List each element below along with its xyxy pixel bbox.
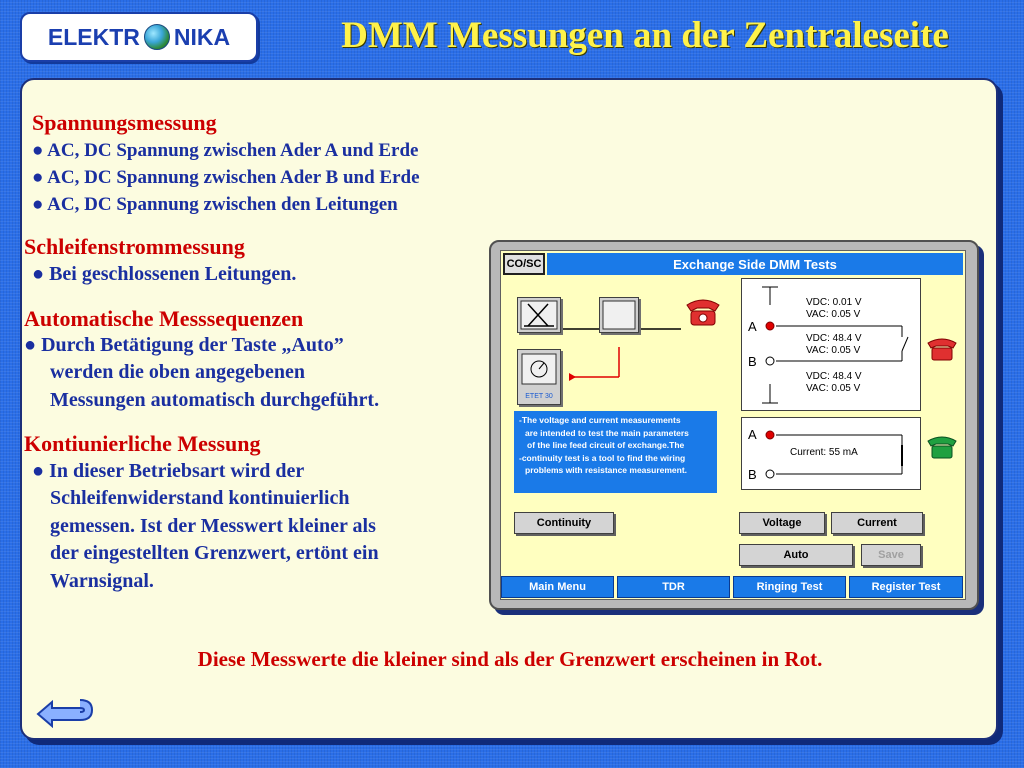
auto-button[interactable]: Auto [739,544,853,566]
nav-ringing-test[interactable]: Ringing Test [733,576,846,598]
continuous-line-4: der eingestellten Grenzwert, ertönt ein [50,542,379,564]
info-line-2: are intended to test the main parameters [525,427,689,438]
save-button[interactable]: Save [861,544,921,566]
info-line-1: -The voltage and current measurements [519,415,681,425]
continuous-line-5: Warnsignal. [50,570,154,592]
voltage-item-2: ● AC, DC Spannung zwischen Ader B und Erde [32,167,420,188]
loop-heading: Schleifenstrommessung [24,234,245,259]
line-a-label: A [748,319,757,334]
vac-ag-value: VAC: 0.05 V [806,309,861,320]
dmm-device-screen [489,240,979,610]
red-phone-icon-side [925,335,959,363]
green-phone-icon [925,433,959,461]
device-screen-title: Exchange Side DMM Tests [547,253,963,275]
line-b-label: B [748,354,757,369]
voltage-item-3: ● AC, DC Spannung zwischen den Leitungen [32,194,398,215]
info-line-4: -continuity test is a tool to find the wiring [519,452,686,463]
vac-bg-value: VAC: 0.05 V [806,383,861,394]
auto-line-1: ● Durch Betätigung der Taste „Auto” [24,334,344,356]
line-a-label-current: A [748,427,757,442]
nav-tdr[interactable]: TDR [617,576,730,598]
line-box [599,297,639,333]
vdc-ag-value: VDC: 0.01 V [806,297,862,308]
voltage-item-1: ● AC, DC Spannung zwischen Ader A und Erde [32,140,419,161]
info-line-3: of the line feed circuit of exchange.The [527,440,685,450]
continuous-line-3: gemessen. Ist der Messwert kleiner als [50,515,376,537]
nav-main-menu[interactable]: Main Menu [501,576,614,598]
vdc-bg-value: VDC: 48.4 V [806,371,862,382]
elektronika-logo [20,12,258,62]
line-b-label-current: B [748,467,757,482]
auto-heading: Automatische Messsequenzen [24,306,304,331]
continuous-line-2: Schleifenwiderstand kontinuierlich [50,487,350,509]
etet-label: ETET 30 [525,393,553,400]
loop-item-1: ● Bei geschlossenen Leitungen. [32,263,297,285]
current-button[interactable]: Current [831,512,923,534]
current-measurement-box [741,417,921,490]
continuous-heading: Kontiunierliche Messung [24,431,261,456]
info-box [514,411,717,493]
current-value: Current: 55 mA [790,447,858,458]
etet-meter-box [517,349,561,405]
vac-ab-value: VAC: 0.05 V [806,345,861,356]
switch-x-icon [518,298,560,332]
info-line-5: problems with resistance measurement. [525,465,688,475]
line-box-graphic [600,298,638,332]
continuity-button[interactable]: Continuity [514,512,614,534]
red-phone-icon [681,295,725,329]
device-display [500,250,966,600]
logo-text-right: NIKA [173,23,231,50]
continuous-line-1: ● In dieser Betriebsart wird der [32,460,305,482]
exchange-box [517,297,561,333]
auto-line-2: werden die oben angegebenen [50,361,305,383]
vdc-ab-value: VDC: 48.4 V [806,333,862,344]
logo-text-left: ELEKTR [47,23,140,50]
footnote: Diese Messwerte die kleiner sind als der Grenzwert erscheinen in Rot. [197,647,823,671]
voltage-button[interactable]: Voltage [739,512,825,534]
voltage-heading: Spannungsmessung [32,110,217,135]
tab-cosc[interactable]: CO/SC [503,253,545,275]
nav-register-test[interactable]: Register Test [849,576,963,598]
globe-icon [144,24,170,50]
page-title: DMM Messungen an der Zentraleseite [341,15,949,56]
content-panel [20,78,998,740]
back-arrow-icon[interactable] [36,694,94,728]
voltage-measurement-box [741,278,921,411]
auto-line-3: Messungen automatisch durchgeführt. [50,389,380,411]
meter-gauge-icon [518,350,560,388]
